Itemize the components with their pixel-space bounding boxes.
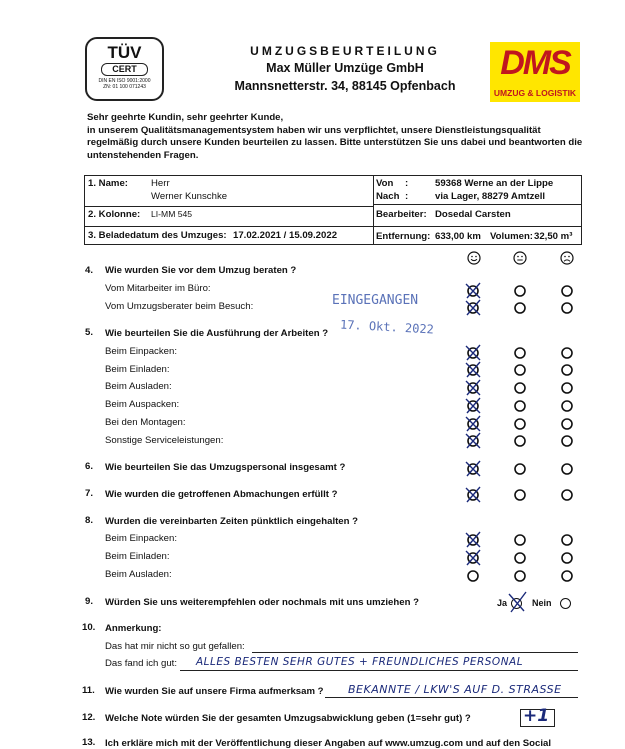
rating-option-q5-3-3[interactable] xyxy=(562,383,572,393)
q5-item4-label: Beim Auspacken: xyxy=(105,399,180,410)
q4-number: 4. xyxy=(85,265,94,276)
rating-option-q8-2-3[interactable] xyxy=(562,553,572,563)
rating-option-q5-3-2[interactable] xyxy=(515,383,525,393)
nach-colon: : xyxy=(405,191,409,202)
intro-line1: Sehr geehrte Kundin, sehr geehrter Kunde, xyxy=(87,112,284,123)
q10-neg-label: Das hat mir nicht so gut gefallen: xyxy=(105,641,245,652)
rating-option-q4-2-2[interactable] xyxy=(515,303,525,313)
nach-label: Nach xyxy=(376,191,400,202)
document-title: UMZUGSBEURTEILUNG xyxy=(250,44,440,58)
bearbeiter-label: Bearbeiter: xyxy=(376,209,427,220)
intro-line4: untenstehenden Fragen. xyxy=(87,149,199,161)
q5-item1-label: Beim Einpacken: xyxy=(105,346,177,357)
q4-text: Wie wurden Sie vor dem Umzug beraten ? xyxy=(105,265,297,276)
intro-line2: in unserem Qualitätsmanagementsystem haben wir uns verpflichtet, unsere Dienstleistungsqualität xyxy=(87,124,541,136)
q6-text: Wie beurteilen Sie das Umzugspersonal insgesamt ? xyxy=(105,462,346,473)
q5-item2-label: Beim Einladen: xyxy=(105,364,170,375)
q11-number: 11. xyxy=(82,685,95,696)
rating-option-q7-2[interactable] xyxy=(515,490,525,500)
company-name: Max Müller Umzüge GmbH xyxy=(266,61,424,75)
tuv-brand: TÜV xyxy=(107,43,142,62)
q5-item6-label: Sonstige Serviceleistungen: xyxy=(105,435,224,446)
handwritten-cross-q9-ja xyxy=(509,592,526,612)
q7-number: 7. xyxy=(85,488,94,499)
q4-item2-label: Vom Umzugsberater beim Besuch: xyxy=(105,301,254,312)
rating-option-q5-5-3[interactable] xyxy=(562,419,572,429)
rating-option-q8-3-2[interactable] xyxy=(515,571,525,581)
q8-text: Wurden die vereinbarten Zeiten pünktlich eingehalten ? xyxy=(105,516,359,527)
q12-text: Welche Note würden Sie der gesamten Umzugsabwicklung geben (1=sehr gut) ? xyxy=(105,713,471,724)
rating-option-q8-3-1[interactable] xyxy=(468,571,478,581)
q6-number: 6. xyxy=(85,461,94,472)
rating-option-q5-2-2[interactable] xyxy=(515,365,525,375)
bearbeiter-value: Dosedal Carsten xyxy=(435,209,511,220)
company-address: Mannsnetterstr. 34, 88145 Opfenbach xyxy=(234,79,456,93)
q9-nein-label: Nein xyxy=(532,598,552,608)
rating-option-q7-3[interactable] xyxy=(562,490,572,500)
rating-option-q5-6-3[interactable] xyxy=(562,436,572,446)
q8-item1-label: Beim Einpacken: xyxy=(105,533,177,544)
date-value: 17.02.2021 / 15.09.2022 xyxy=(233,230,338,241)
q11-handwritten-answer: BEKANNTE / LKW'S AUF D. STRASSE xyxy=(348,683,562,696)
q13-text: Ich erkläre mich mit der Veröffentlichung dieser Angaben auf www.umzug.com und auf den Social xyxy=(105,738,552,749)
received-stamp: EINGEGANGEN xyxy=(332,293,419,308)
q9-number: 9. xyxy=(85,596,94,607)
rating-option-q5-4-2[interactable] xyxy=(515,401,525,411)
rating-option-q5-6-2[interactable] xyxy=(515,436,525,446)
q5-number: 5. xyxy=(85,327,94,338)
q5-text: Wie beurteilen Sie die Ausführung der Arbeiten ? xyxy=(105,328,329,339)
rating-option-q5-1-3[interactable] xyxy=(562,348,572,358)
kolonne-label: 2. Kolonne: xyxy=(88,209,141,220)
date-label: 3. Beladedatum des Umzuges: xyxy=(88,230,227,241)
q10-text: Anmerkung: xyxy=(105,623,162,634)
q12-handwritten-grade: +1 xyxy=(523,706,550,726)
volumen-label: Volumen: xyxy=(490,231,533,242)
q9-text: Würden Sie uns weiterempfehlen oder nochmals mit uns umziehen ? xyxy=(105,597,419,608)
tuv-cert-line1: DIN EN ISO 9001:2000 xyxy=(98,78,151,84)
rating-option-q8-3-3[interactable] xyxy=(562,571,572,581)
tuv-cert-label: CERT xyxy=(101,63,148,76)
dms-brand: DMS xyxy=(500,44,570,82)
q8-item3-label: Beim Ausladen: xyxy=(105,569,172,580)
q13-number: 13. xyxy=(82,737,96,748)
name-value: Werner Kunschke xyxy=(151,191,228,202)
von-label: Von xyxy=(376,178,394,189)
rating-option-q5-2-3[interactable] xyxy=(562,365,572,375)
rating-option-q5-1-2[interactable] xyxy=(515,348,525,358)
rating-option-q5-4-3[interactable] xyxy=(562,401,572,411)
received-stamp-date: 17. Okt. 2022 xyxy=(339,317,435,337)
q5-item5-label: Bei den Montagen: xyxy=(105,417,186,428)
rating-option-q6-3[interactable] xyxy=(562,464,572,474)
q4-item1-label: Vom Mitarbeiter im Büro: xyxy=(105,283,211,294)
entfernung-value: 633,00 km xyxy=(435,231,481,242)
rating-option-q6-2[interactable] xyxy=(515,464,525,474)
von-colon: : xyxy=(405,178,409,189)
intro-line3: regelmäßig durch unsere Kunden beurteilen zu lassen. Bitte unterstützen Sie uns dabei und beantworten die xyxy=(87,137,583,149)
q9-ja-label: Ja xyxy=(497,598,508,608)
q8-number: 8. xyxy=(85,515,94,526)
nach-value: via Lager, 88279 Amtzell xyxy=(435,191,546,202)
q11-text: Wie wurden Sie auf unsere Firma aufmerksam ? xyxy=(105,686,324,697)
rating-option-q8-2-2[interactable] xyxy=(515,553,525,563)
rating-option-q4-1-2[interactable] xyxy=(515,286,525,296)
name-salutation: Herr xyxy=(151,178,170,189)
volumen-value: 32,50 m³ xyxy=(534,231,573,242)
tuv-cert-line2: ZN: 01 100 071243 xyxy=(103,84,146,90)
q12-number: 12. xyxy=(82,712,96,723)
name-label: 1. Name: xyxy=(88,178,128,189)
q8-item2-label: Beim Einladen: xyxy=(105,551,170,562)
entfernung-label: Entfernung: xyxy=(376,231,431,242)
rating-option-q5-5-2[interactable] xyxy=(515,419,525,429)
von-value: 59368 Werne an der Lippe xyxy=(435,178,554,189)
dms-subtitle: UMZUG & LOGISTIK xyxy=(493,88,577,98)
q7-text: Wie wurden die getroffenen Abmachungen erfüllt ? xyxy=(105,489,338,500)
rating-option-q4-1-3[interactable] xyxy=(562,286,572,296)
q10-pos-label: Das fand ich gut: xyxy=(105,658,177,669)
rating-option-q8-1-2[interactable] xyxy=(515,535,525,545)
rating-option-q4-2-3[interactable] xyxy=(562,303,572,313)
q10-number: 10. xyxy=(82,622,96,633)
rating-option-q8-1-3[interactable] xyxy=(562,535,572,545)
kolonne-value: LI-MM 545 xyxy=(151,209,193,219)
q10-pos-handwritten-answer: ALLES BESTEN SEHR GUTES + FREUNDLICHES PERSONAL xyxy=(196,656,524,668)
q5-item3-label: Beim Ausladen: xyxy=(105,381,172,392)
